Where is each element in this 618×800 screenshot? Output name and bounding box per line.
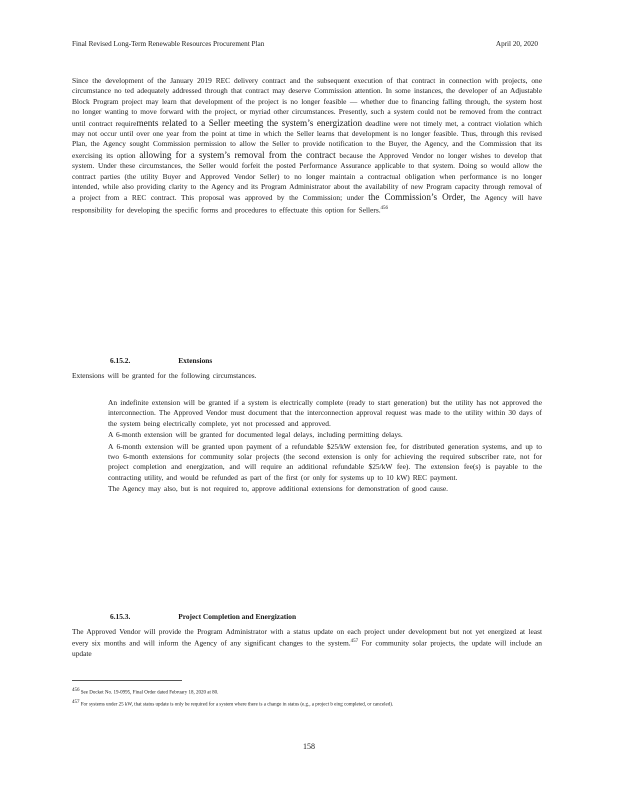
header-title: Final Revised Long-Term Renewable Resources Procurement Plan — [72, 40, 265, 48]
extensions-list — [88, 398, 542, 496]
footnote-number: 456 — [72, 688, 80, 693]
list-item-text: The Agency may also, but is not required to, approve additional extensions for demonstration of good cause. — [108, 484, 448, 494]
section-heading-extensions — [110, 356, 212, 365]
footnote-457 — [72, 699, 542, 709]
section-number: 6.15.2. — [110, 356, 131, 365]
list-item — [88, 430, 542, 440]
paragraph-contract-removal — [72, 76, 542, 216]
footnote-456 — [72, 687, 542, 697]
footnote-text: For systems under 25 kW, that status update is only be required for a system where there is a change in status (e.g., a project b eing completed, or canceled). — [80, 702, 394, 708]
extensions-intro: Extensions will be granted for the following circumstances. — [72, 371, 257, 380]
paragraph-text: ments related to a Seller meeting the system’s energization — [136, 117, 363, 128]
paragraph-text: because the Approved Vendor no longer wishes to develop that system. Under these circumstances, the Seller would forfeit the posted Performance Assurance applicable to that system. Doing so would allow the contract parties (the utility Buyer and Approved Vendor Seller) to no longer maintain a contractual obligation when performance is no longer intended, while also providing clarity to the Agency and its Program Administrator about the availability of new Program capacity through removal of a project from a REC contract. This proposal was approved by the Commission; under — [72, 150, 543, 203]
section-number: 6.15.3. — [110, 612, 131, 621]
footnote-ref: 457 — [350, 639, 359, 645]
bullet-icon — [88, 484, 108, 494]
paragraph-text: allowing for a system’s removal from the contract — [139, 149, 336, 160]
paragraph-completion — [72, 627, 542, 660]
footnote-ref: 456 — [380, 205, 389, 211]
list-item — [88, 484, 542, 494]
paragraph-text: the Commission’s Order, t — [368, 192, 474, 203]
footnote-divider — [72, 680, 182, 681]
list-item-text: A 6-month extension will be granted upon payment of a refundable $25/kW extension fee, for distributed generation systems, and up to two 6-month extensions for community solar projects (the second extension is only for achieving the required subscriber rate, not for project completion and energization, and will require an additional refundable $25/kW fee). The extension fee(s) is payable to the contracting utility, and would be refunded as part of the first (or only for systems up to 10 kW) REC payment. — [108, 441, 542, 482]
header-date: April 20, 2020 — [495, 40, 538, 48]
footnote-number: 457 — [72, 700, 80, 705]
paragraph-text: For community solar projects, the update will include an update — [72, 638, 542, 659]
list-item-text: An indefinite extension will be granted if a system is electrically complete (ready to start generation) but the utility has not approved the interconnection. The Approved Vendor must document that the interconnection approval request was made to the utility within 30 days of the system being electrically complete, yet not processed and approved. — [108, 398, 542, 428]
paragraph-text: he Agency will have responsibility for developing the specific forms and procedures to effectuate this option for Sellers. — [72, 193, 542, 215]
bullet-icon — [88, 398, 108, 429]
section-title: Project Completion and Energization — [178, 612, 297, 621]
list-item-text: A 6-month extension will be granted for documented legal delays, including permitting delays. — [108, 430, 403, 440]
footnote-text: See Docket No. 19-0995, Final Order dated February 18, 2020 at 80. — [80, 690, 219, 696]
paragraph-text: deadline were not timely met, a contract violation which may not occur until over one year from the point at time in which the Seller learns that development is no longer feasible. Thus, through this revised Plan, the Agency sought Commission permission to allow the Seller to provide notification to the Buyer, the Agency, and the Commission that its exercising its option — [72, 118, 543, 160]
page-number: 158 — [303, 742, 315, 751]
bullet-icon — [88, 430, 108, 440]
section-title: Extensions — [178, 356, 213, 365]
page-header — [72, 40, 538, 48]
list-item — [88, 442, 542, 484]
paragraph-text: Since the development of the January 2019 REC delivery contract and the subsequent execution of that contract in connection with projects, one circumstance no ted adequately addressed through that contract may deserve Commission attention. In some instances, the developer of an Adjustable Block Program project may learn that development of the project is no longer feasible — whether due to financing falling through, the system host no longer wanting to move forward with the project, or myriad other circumstances. Presently, such a system could not be removed from the contract until contract require — [72, 76, 542, 128]
list-item — [88, 398, 542, 429]
bullet-icon — [88, 442, 108, 484]
section-heading-completion — [110, 612, 296, 621]
paragraph-text: The Approved Vendor will provide the Program Administrator with a status update on each project under development but not yet energized at least every six months and will inform the Agency of any significant changes to the system. — [72, 627, 542, 648]
